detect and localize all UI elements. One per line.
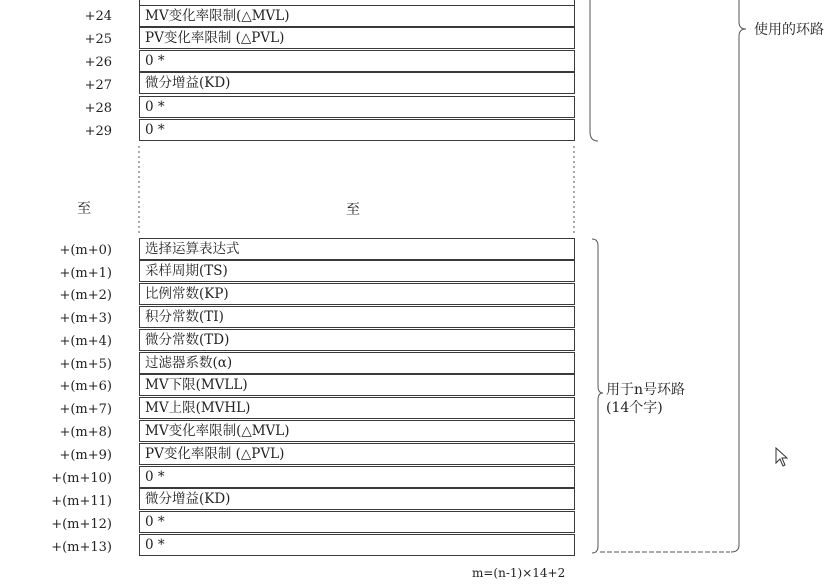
address-label: +(m+4) [59,334,112,349]
loop-n-brace [592,239,603,553]
table-row: 0 * [139,511,575,533]
address-label: +(m+1) [59,266,112,281]
formula-label: m=(n-1)×14+2 [472,566,566,580]
address-label: +24 [84,9,112,24]
address-label: +(m+10) [51,471,112,486]
address-label: +(m+7) [59,402,112,417]
table-row: 微分增益(KD) [139,488,575,510]
address-label: +29 [84,124,112,139]
address-label: +27 [84,78,112,93]
address-label: +(m+12) [51,517,112,532]
address-label: +(m+0) [59,243,112,258]
loop-n-label: 用于n号环路 [606,382,686,398]
address-label: +25 [84,32,112,47]
address-label: +(m+2) [59,288,112,303]
table-row: 0 * [139,50,575,72]
table-row: 0 * [139,119,575,141]
address-label: +(m+9) [59,448,112,463]
table-row: 采样周期(TS) [139,260,575,282]
address-label: +(m+6) [59,379,112,394]
table-row: 过滤器系数(α) [139,352,575,374]
address-label: +(m+8) [59,425,112,440]
table-row: 0 * [139,96,575,118]
table-row: MV变化率限制(△MVL) [139,420,575,442]
table-row: 积分常数(TI) [139,306,575,328]
table-row: 0 * [139,466,575,488]
table-row: 选择运算表达式 [139,238,575,260]
loop-n-word-count: (14个字) [606,400,663,416]
table-row: 比例常数(KP) [139,283,575,305]
upper-loop-brace [590,0,598,141]
address-label: +26 [84,55,112,70]
separator-center-label: 至 [346,202,360,218]
table-row: 微分常数(TD) [139,329,575,351]
address-label: +(m+3) [59,311,112,326]
separator-left-label: 至 [77,201,91,217]
used-loops-label: 使用的环路 [754,22,824,38]
table-row: MV下限(MVLL) [139,374,575,396]
address-label: +(m+13) [51,540,112,555]
table-row: MV上限(MVHL) [139,397,575,419]
table-row: 微分增益(KD) [139,72,575,94]
table-row: 0 * [139,534,575,556]
cursor-icon [776,448,787,466]
table-row: MV变化率限制(△MVL) [139,5,575,27]
address-label: +28 [84,101,112,116]
address-label: +(m+5) [59,357,112,372]
table-row: PV变化率限制 (△PVL) [139,27,575,49]
used-loops-brace [731,0,746,552]
table-row: PV变化率限制 (△PVL) [139,443,575,465]
address-label: +(m+11) [51,494,112,509]
